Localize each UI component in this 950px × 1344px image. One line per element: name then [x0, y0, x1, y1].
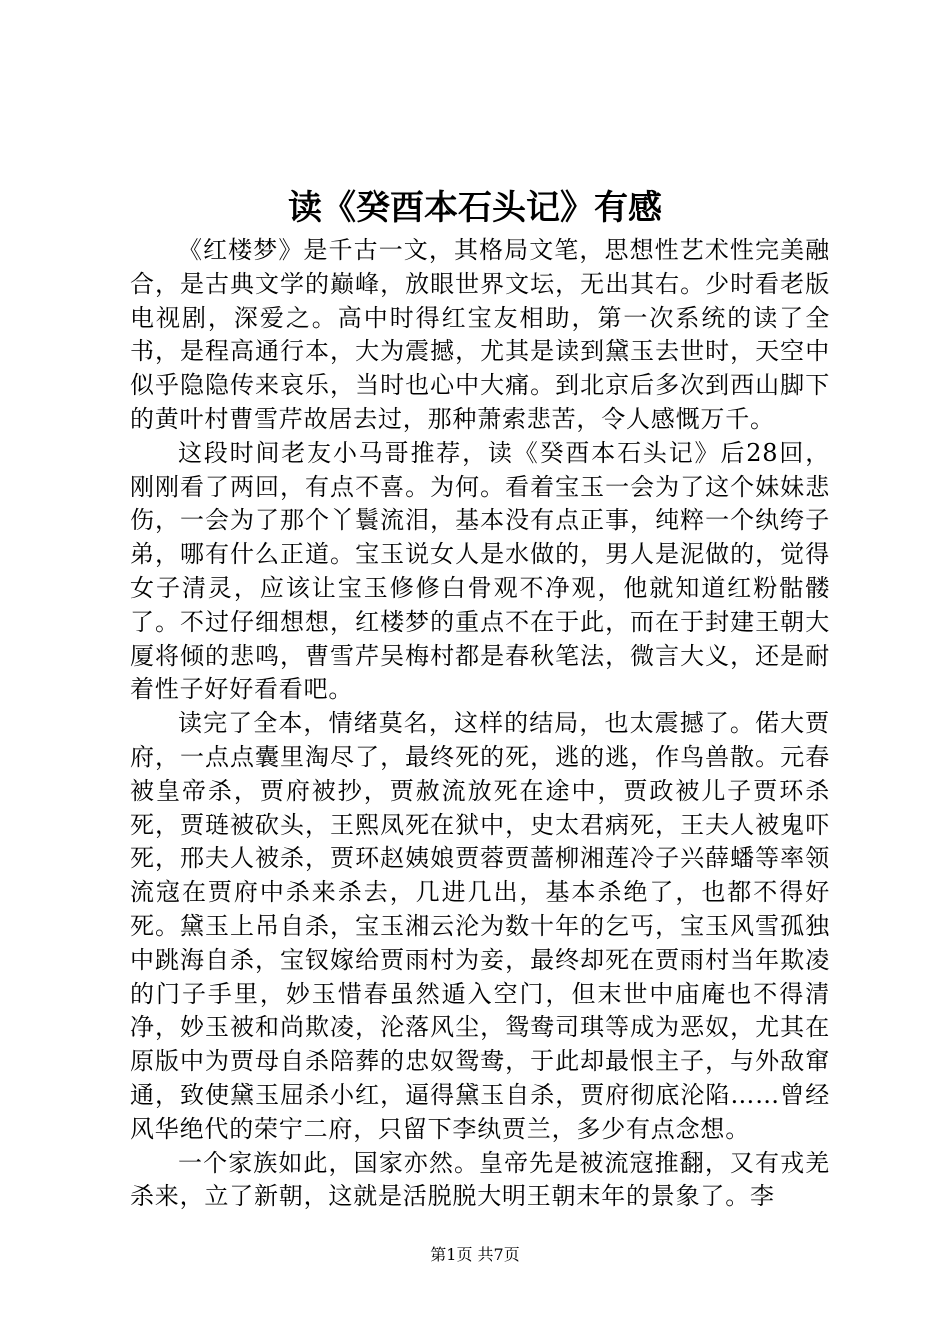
paragraph-4: 一个家族如此，国家亦然。皇帝先是被流寇推翻，又有戎羌杀来，立了新朝，这就是活脱脱大明王朝末年的景象了。李: [130, 1148, 830, 1211]
paragraph-1: 《红楼梦》是千古一文，其格局文笔，思想性艺术性完美融合，是古典文学的巅峰，放眼世界文坛，无出其右。少时看老版电视剧，深爱之。高中时得红宝友相助，第一次系统的读了全书，是程高通行本，大为震撼，尤其是读到黛玉去世时，天空中似乎隐隐传来哀乐，当时也心中大痛。到北京后多次到西山脚下的黄叶村曹雪芹故居去过，那种萧索悲苦，令人感慨万千。: [130, 236, 830, 433]
document-title: 读《癸酉本石头记》有感: [288, 188, 662, 228]
article-body: [130, 234, 830, 1214]
paragraph-2: 这段时间老友小马哥推荐，读《癸酉本石头记》后28回，刚刚看了两回，有点不喜。为何。看着宝玉一会为了这个妹妹悲伤，一会为了那个丫鬟流泪，基本没有点正事，纯粹一个纨绔子弟，哪有什么正道。宝玉说女人是水做的，男人是泥做的，觉得女子清灵，应该让宝玉修修白骨观不净观，他就知道红粉骷髅了。不过仔细想想，红楼梦的重点不在于此，而在于封建王朝大厦将倾的悲鸣，曹雪芹吴梅村都是春秋笔法，微言大义，还是耐着性子好好看看吧。: [130, 438, 830, 704]
page-footer: [0, 1244, 950, 1266]
paragraph-3: 读完了全本，情绪莫名，这样的结局，也太震撼了。偌大贾府，一点点囊里淘尽了，最终死的死，逃的逃，作鸟兽散。元春被皇帝杀，贾府被抄，贾赦流放死在途中，贾政被儿子贾环杀死，贾琏被砍头，王熙凤死在狱中，史太君病死，王夫人被鬼吓死，邢夫人被杀，贾环赵姨娘贾蓉贾蔷柳湘莲冷子兴薛蟠等率领流寇在贾府中杀来杀去，几进几出，基本杀绝了，也都不得好死。黛玉上吊自杀，宝玉湘云沦为数十年的乞丐，宝玉风雪孤独中跳海自杀，宝钗嫁给贾雨村为妾，最终却死在贾雨村当年欺凌的门子手里，妙玉惜春虽然遁入空门，但末世中庙庵也不得清净，妙玉被和尚欺凌，沦落风尘，鸳鸯司琪等成为恶奴，尤其在原版中为贾母自杀陪葬的忠奴鸳鸯，于此却最恨主子，与外敌窜通，致使黛玉屈杀小红，逼得黛玉自杀，贾府彻底沦陷……曾经风华绝代的荣宁二府，只留下李纨贾兰，多少有点念想。: [130, 709, 830, 1143]
page-number: 第1页 共7页: [430, 1245, 520, 1264]
